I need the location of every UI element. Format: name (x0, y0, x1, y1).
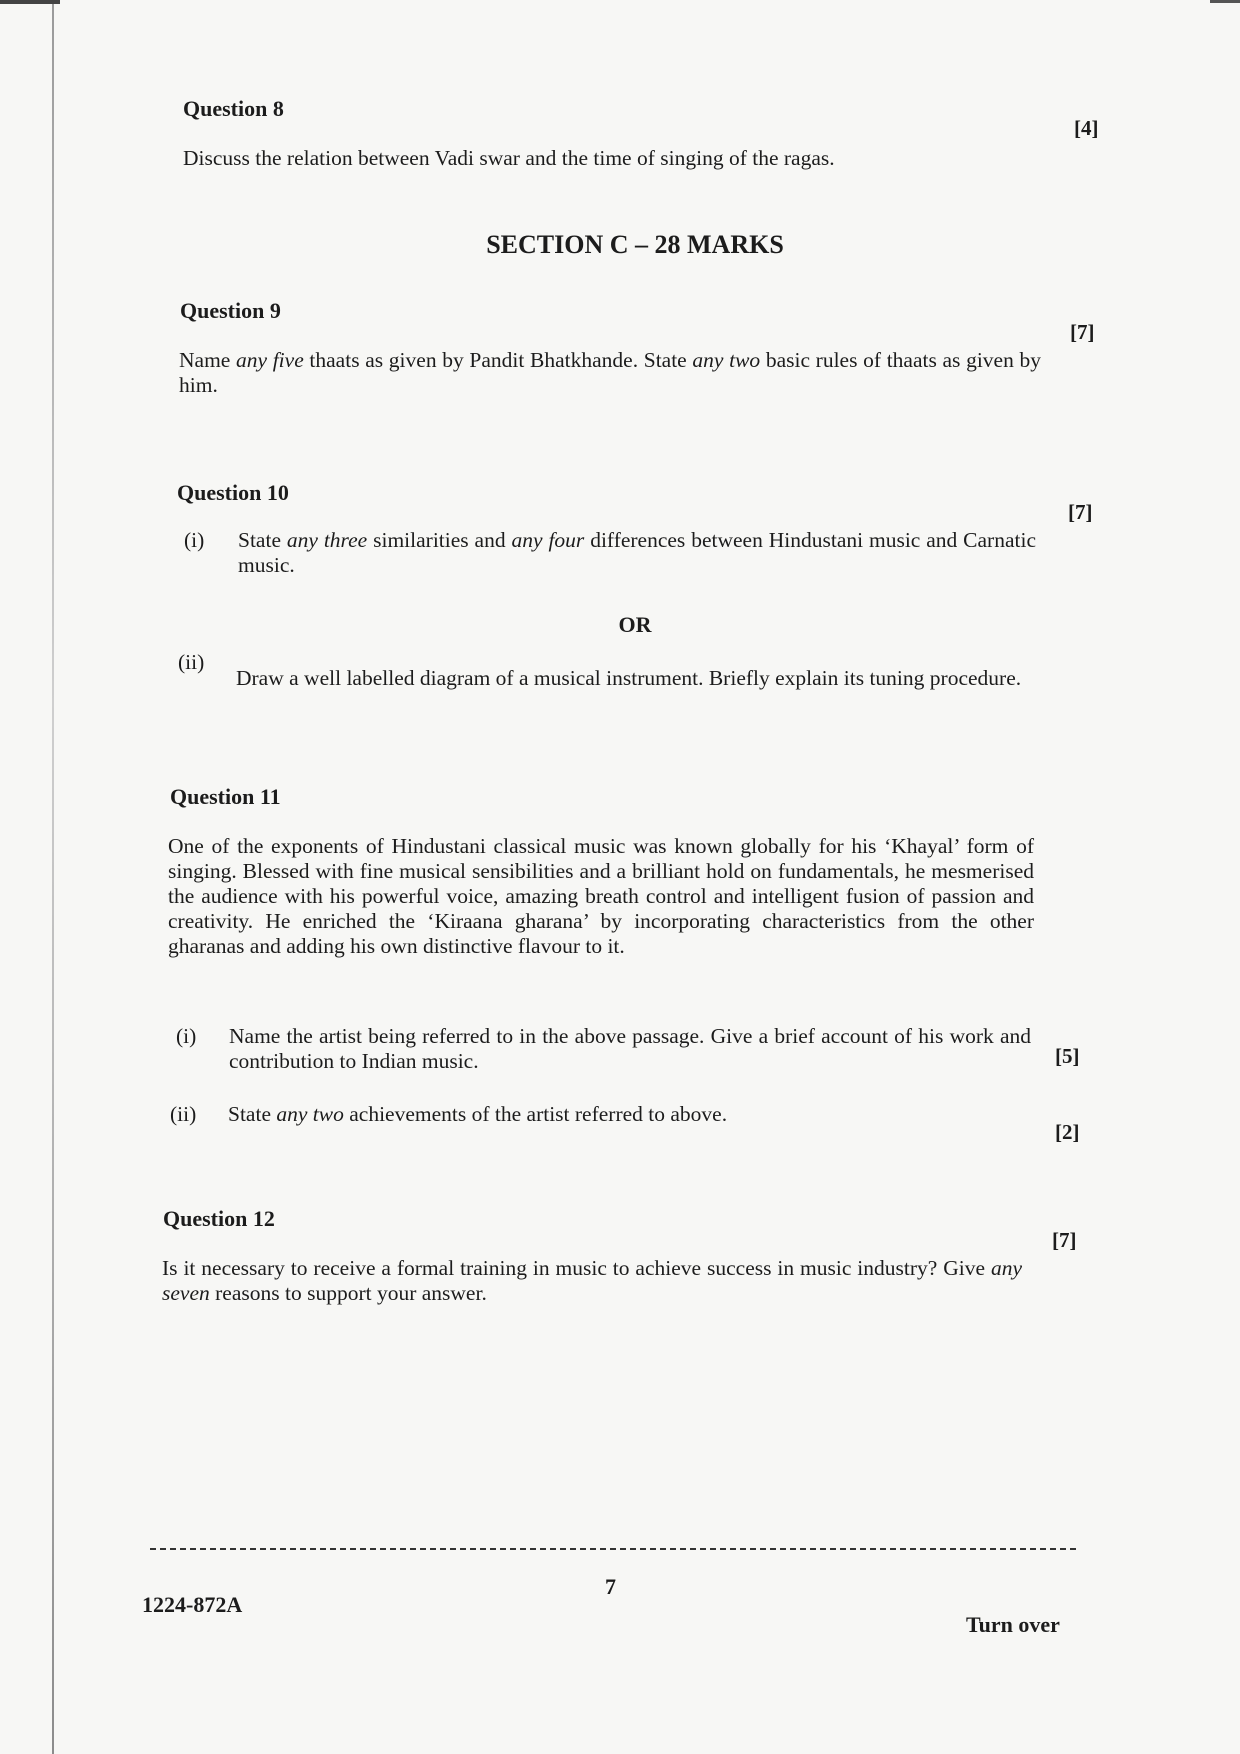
page-number: 7 (605, 1574, 616, 1599)
question-11-part-2-marks: [2] (1055, 1120, 1080, 1144)
scan-edge-top-right (1210, 0, 1240, 3)
paper-code: 1224-872A (142, 1592, 243, 1617)
section-c-title: SECTION C – 28 MARKS (486, 230, 784, 259)
question-11-title: Question 11 (170, 784, 281, 809)
question-11-part-2-text: State any two achievements of the artist referred to above. (228, 1102, 728, 1126)
question-12-text: Is it necessary to receive a formal training in music to achieve success in music industry? Give any seven reasons to support your answer. (162, 1256, 1022, 1305)
question-10-part-1-text: State any three similarities and any four differences between Hindustani music and Carnatic music. (238, 528, 1036, 577)
question-9-text: Name any five thaats as given by Pandit Bhatkhande. State any two basic rules of thaats as given by him. (179, 348, 1042, 397)
question-9-title: Question 9 (180, 298, 281, 323)
question-11-part-2-number: (ii) (170, 1102, 197, 1126)
or-label: OR (618, 612, 652, 637)
question-8-marks: [4] (1074, 116, 1099, 140)
question-8-title: Question 8 (183, 96, 284, 121)
question-10-part-1-number: (i) (184, 528, 205, 552)
question-10-marks: [7] (1068, 500, 1093, 524)
scan-edge-top (0, 0, 60, 4)
question-12-marks: [7] (1052, 1228, 1077, 1252)
footer-dashed-rule (150, 1548, 1076, 1550)
turn-over-label: Turn over (966, 1612, 1060, 1637)
question-10-title: Question 10 (177, 480, 289, 505)
scan-edge-left (52, 0, 54, 1754)
question-11-part-1-marks: [5] (1055, 1044, 1080, 1068)
question-11-part-1-text: Name the artist being referred to in the above passage. Give a brief account of his work and contribution to Indian music. (229, 1024, 1031, 1073)
question-12-title: Question 12 (163, 1206, 275, 1231)
question-10-part-2-number: (ii) (178, 650, 205, 674)
question-11-passage: One of the exponents of Hindustani classical music was known globally for his ‘Khayal’ form of singing. Blessed with fine musical sensibilities and a brilliant hold on fundamentals, he mesmerised the audience with his powerful voice, amazing breath control and intelligent fusion of passion and creativity. He enriched the ‘Kiraana gharana’ by incorporating characteristics from the other gharanas and adding his own distinctive flavour to it. (168, 834, 1034, 958)
question-8-text: Discuss the relation between Vadi swar and the time of singing of the ragas. (183, 146, 835, 170)
question-10-part-2-text: Draw a well labelled diagram of a musical instrument. Briefly explain its tuning procedure. (236, 666, 1022, 690)
question-11-part-1-number: (i) (176, 1024, 197, 1048)
question-9-marks: [7] (1070, 320, 1095, 344)
